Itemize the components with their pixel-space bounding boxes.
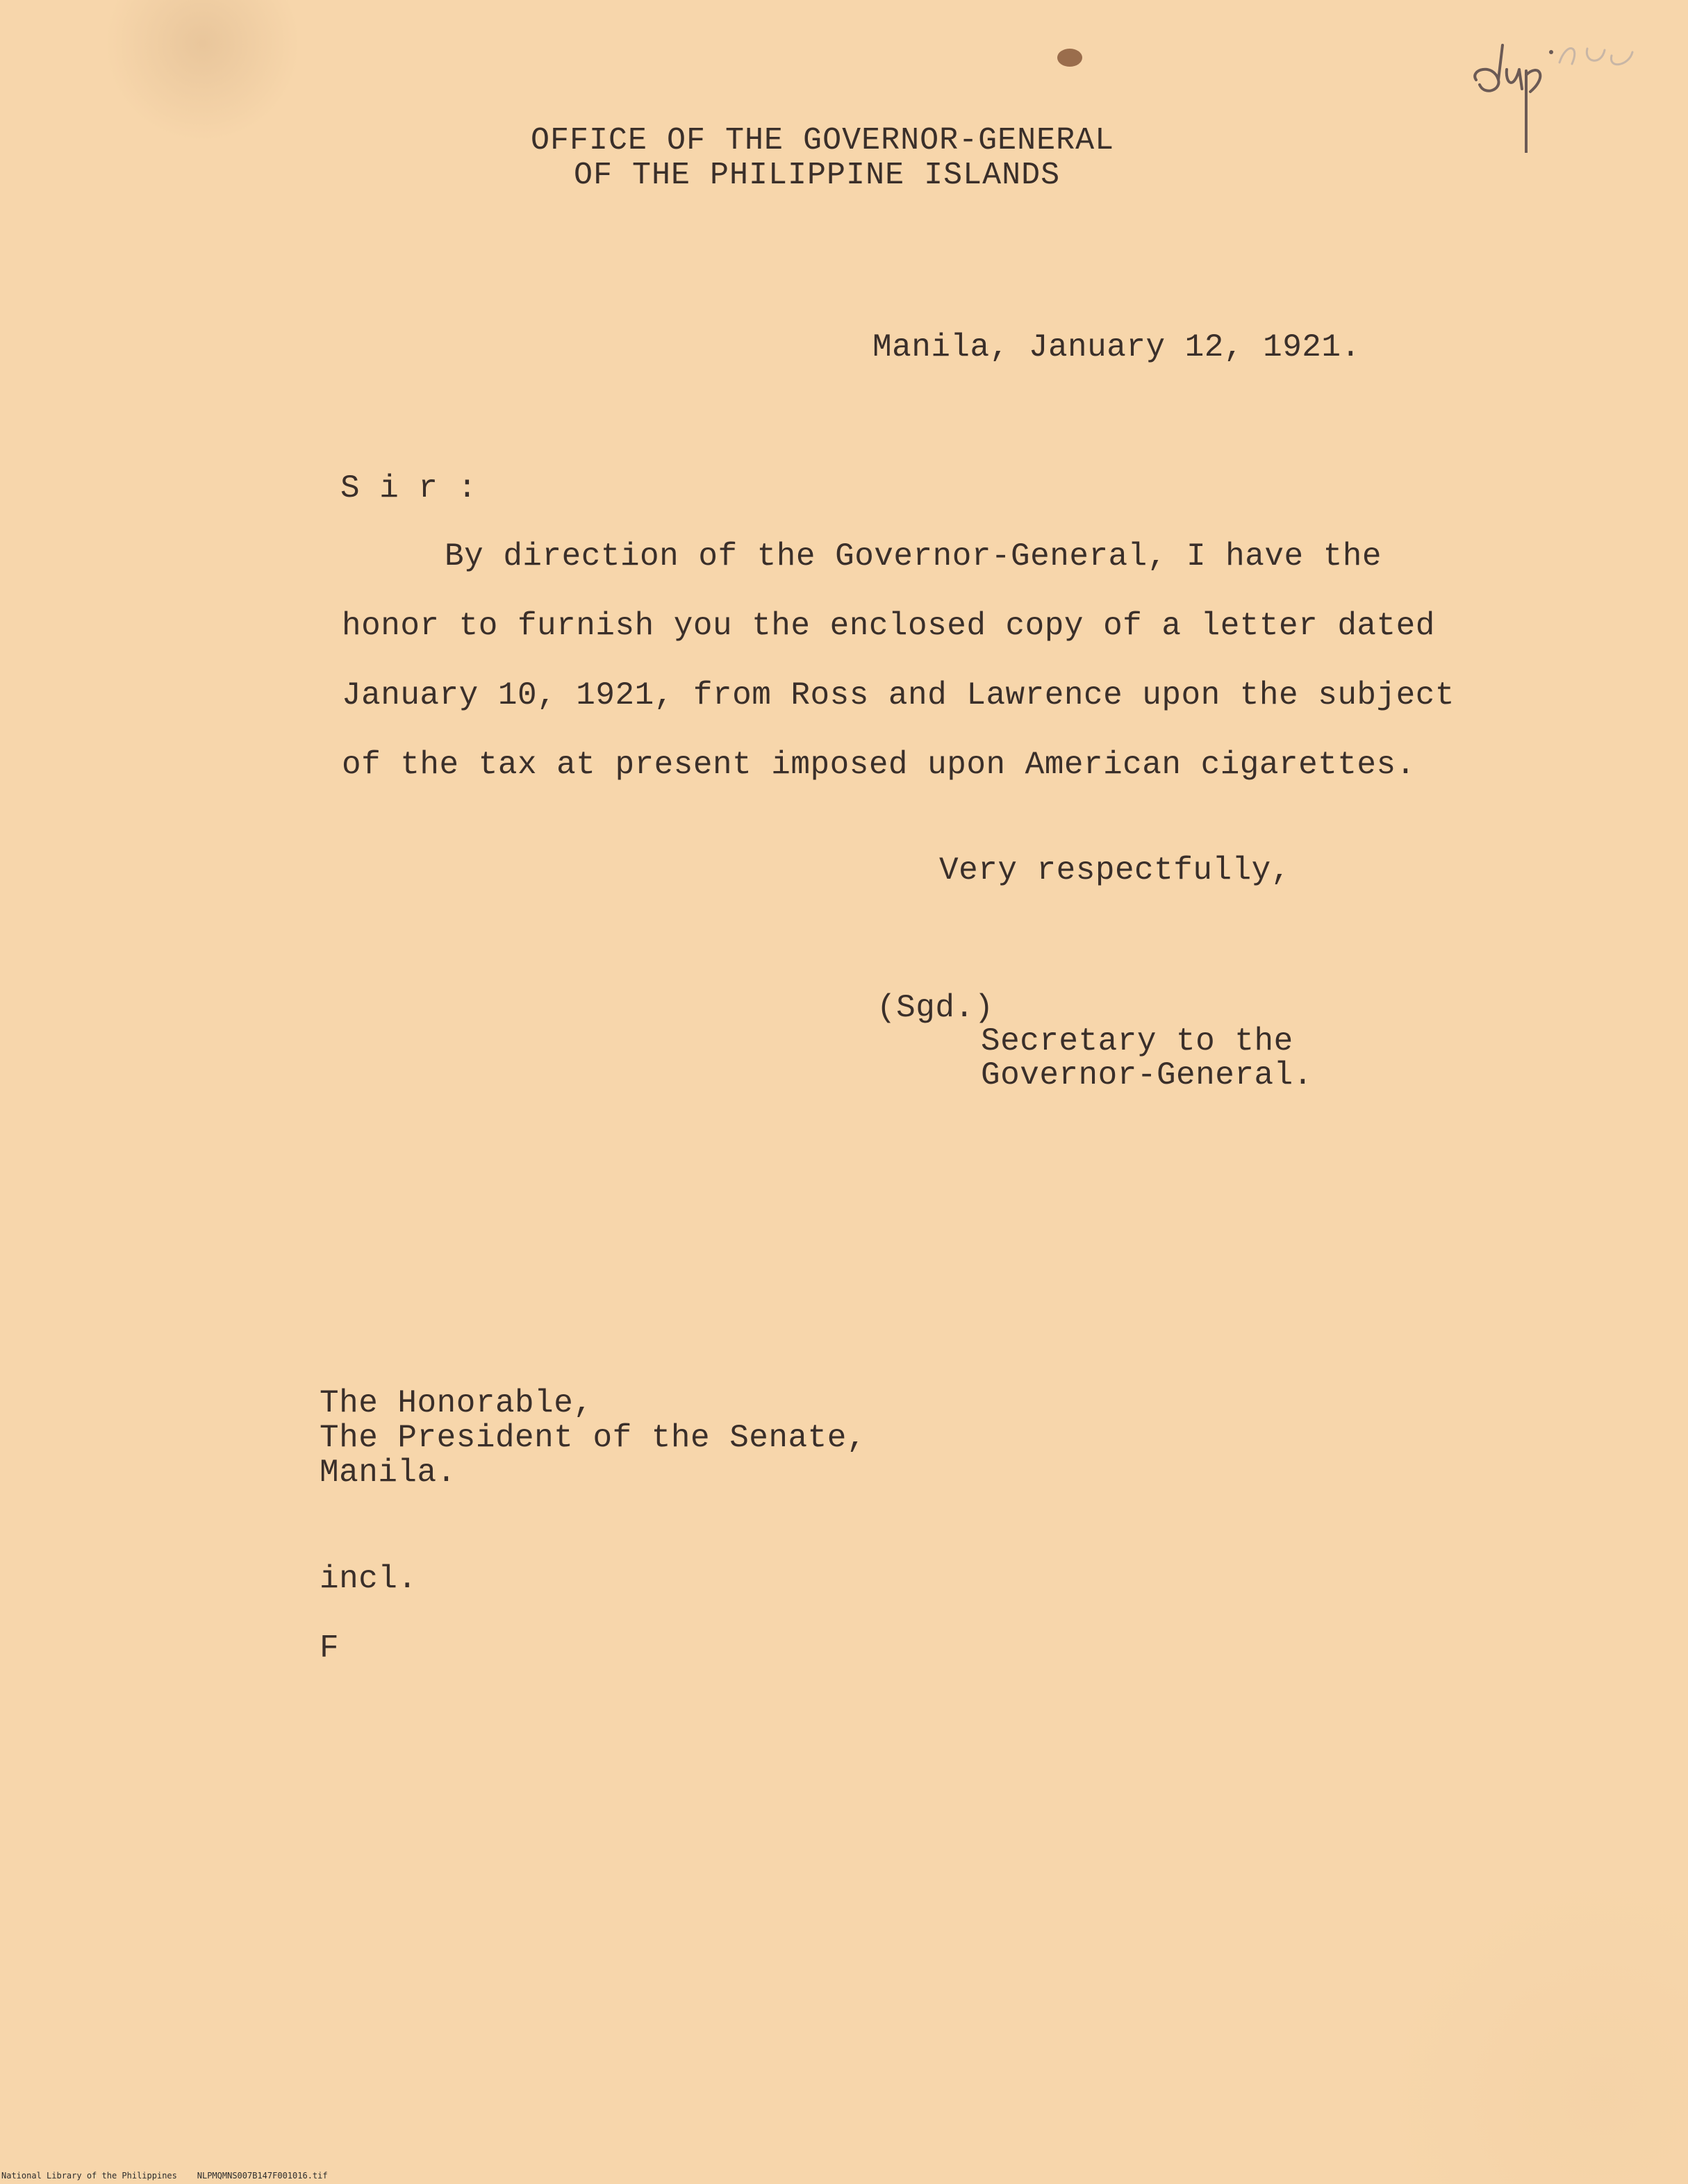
- body-line-2: honor to furnish you the enclosed copy of a letter dated: [342, 608, 1435, 644]
- addressee-line-1: The Honorable,: [320, 1385, 593, 1421]
- body-line-1: By direction of the Governor-General, I have the: [445, 538, 1382, 574]
- signature-title-line-1: Secretary to the: [981, 1023, 1293, 1059]
- signature-title-line-2: Governor-General.: [981, 1057, 1313, 1093]
- archive-footer: National Library of the Philippines NLPMQMNS007B147F001016.tif: [1, 2171, 328, 2181]
- salutation: S i r :: [340, 470, 477, 506]
- signature-sgd: (Sgd.): [877, 990, 994, 1026]
- typist-initial: F: [320, 1630, 340, 1666]
- closing: Very respectfully,: [939, 852, 1291, 888]
- date-line: Manila, January 12, 1921.: [872, 329, 1361, 365]
- enclosure-note: incl.: [320, 1561, 417, 1597]
- handwritten-note: [1462, 14, 1664, 153]
- stain-mark: [1057, 49, 1082, 67]
- addressee-line-2: The President of the Senate,: [320, 1420, 866, 1456]
- addressee-line-3: Manila.: [320, 1455, 456, 1491]
- svg-text:dup.: dup.: [1462, 147, 1480, 153]
- letterhead-line-1: OFFICE OF THE GOVERNOR-GENERAL: [531, 123, 1115, 158]
- letterhead-line-2: OF THE PHILIPPINE ISLANDS: [574, 158, 1061, 193]
- body-line-3: January 10, 1921, from Ross and Lawrence upon the subject: [342, 677, 1455, 713]
- body-line-4: of the tax at present imposed upon American cigarettes.: [342, 747, 1416, 783]
